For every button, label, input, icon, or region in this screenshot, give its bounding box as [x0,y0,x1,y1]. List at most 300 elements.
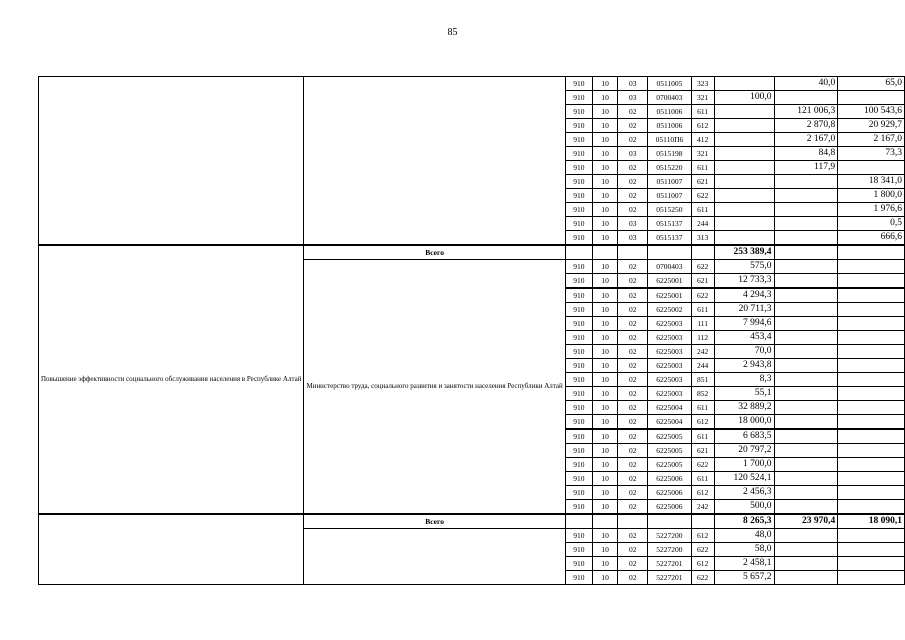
value-2014: 20 797,2 [714,444,774,458]
target-code: 6225003 [648,345,691,359]
subsection-code: 02 [618,429,648,444]
section-code: 10 [592,486,617,500]
gr-code: 910 [565,557,592,571]
subsection-code: 03 [618,91,648,105]
section-code: 10 [592,472,617,486]
subsection-code: 03 [618,147,648,161]
value-2016: 73,3 [838,147,905,161]
value-2015 [774,91,838,105]
target-code: 5227200 [648,529,691,543]
value-2016: 666,6 [838,231,905,246]
empty-cell [691,514,714,529]
value-2015 [774,217,838,231]
program-name: Повышение эффективности социального обслуживания населения в Республике Алтай [39,245,304,514]
subsection-code: 02 [618,387,648,401]
type-code: 611 [691,161,714,175]
empty-cell [592,514,617,529]
section-code: 10 [592,77,617,91]
total-row [39,245,905,260]
section-code: 10 [592,231,617,246]
value-2016 [838,472,905,486]
value-2016: 2 167,0 [838,133,905,147]
target-code: 6225003 [648,373,691,387]
value-2015 [774,317,838,331]
total-label: Всего [304,245,565,260]
gr-code: 910 [565,345,592,359]
target-code: 0515250 [648,203,691,217]
subsection-code: 02 [618,415,648,430]
value-2014: 55,1 [714,387,774,401]
target-code: 6225004 [648,401,691,415]
gr-code: 910 [565,458,592,472]
target-code: 6225001 [648,274,691,289]
value-2016: 20 929,7 [838,119,905,133]
gr-code: 910 [565,203,592,217]
subsection-code: 02 [618,105,648,119]
value-2015 [774,345,838,359]
value-2014 [714,217,774,231]
type-code: 244 [691,359,714,373]
value-2015 [774,231,838,246]
subsection-code: 02 [618,571,648,585]
value-2015 [774,429,838,444]
empty-cell [565,245,592,260]
section-code: 10 [592,161,617,175]
section-code: 10 [592,91,617,105]
subsection-code: 03 [618,217,648,231]
gr-code: 910 [565,91,592,105]
gr-code: 910 [565,500,592,515]
value-2015: 40,0 [774,77,838,91]
gr-code: 910 [565,260,592,274]
target-code: 6225002 [648,303,691,317]
section-code: 10 [592,387,617,401]
value-2016 [838,444,905,458]
value-2014: 6 683,5 [714,429,774,444]
value-2014: 2 458,1 [714,557,774,571]
value-2014: 575,0 [714,260,774,274]
value-2016: 100 543,6 [838,105,905,119]
value-2016: 0,5 [838,217,905,231]
type-code: 621 [691,274,714,289]
value-2015: 121 006,3 [774,105,838,119]
gr-code: 910 [565,415,592,430]
value-2015 [774,331,838,345]
type-code: 321 [691,147,714,161]
value-2014 [714,77,774,91]
gr-code: 910 [565,331,592,345]
executor-name: Министерство труда, социального развития и занятости населения Республики Алтай [304,260,565,515]
executor-cell-continued [304,77,565,246]
target-code: 6225006 [648,472,691,486]
gr-code: 910 [565,387,592,401]
value-2015 [774,387,838,401]
value-2016 [838,331,905,345]
gr-code: 910 [565,231,592,246]
section-code: 10 [592,203,617,217]
value-2014: 32 889,2 [714,401,774,415]
type-code: 611 [691,401,714,415]
type-code: 612 [691,119,714,133]
gr-code: 910 [565,303,592,317]
value-2016 [838,373,905,387]
gr-code: 910 [565,486,592,500]
total-value-2014: 8 265,3 [714,514,774,529]
subsection-code: 02 [618,175,648,189]
empty-cell [618,514,648,529]
type-code: 321 [691,91,714,105]
subsection-code: 02 [618,373,648,387]
subsection-code: 02 [618,472,648,486]
subsection-code: 03 [618,231,648,246]
total-value-2015: 23 970,4 [774,514,838,529]
gr-code: 910 [565,444,592,458]
value-2016 [838,345,905,359]
target-code: 6225005 [648,458,691,472]
value-2016 [838,529,905,543]
type-code: 112 [691,331,714,345]
target-code: 0515137 [648,231,691,246]
value-2015: 2 870,8 [774,119,838,133]
type-code: 611 [691,429,714,444]
value-2015 [774,529,838,543]
value-2014: 12 733,3 [714,274,774,289]
value-2015 [774,486,838,500]
section-code: 10 [592,458,617,472]
value-2016 [838,429,905,444]
value-2015: 84,8 [774,147,838,161]
subsection-code: 02 [618,189,648,203]
subsection-code: 02 [618,486,648,500]
value-2015 [774,303,838,317]
total-value-2016: 18 090,1 [838,514,905,529]
target-code: 6225003 [648,317,691,331]
subsection-code: 02 [618,444,648,458]
target-code: 0511006 [648,119,691,133]
target-code: 0511006 [648,105,691,119]
section-code: 10 [592,557,617,571]
subsection-code: 02 [618,203,648,217]
total-value-2015 [774,245,838,260]
value-2015 [774,415,838,430]
value-2014 [714,203,774,217]
total-label: Всего [304,514,565,529]
subsection-code: 02 [618,303,648,317]
type-code: 313 [691,231,714,246]
value-2014: 453,4 [714,331,774,345]
gr-code: 910 [565,317,592,331]
type-code: 242 [691,345,714,359]
gr-code: 910 [565,373,592,387]
subsection-code: 02 [618,529,648,543]
type-code: 851 [691,373,714,387]
value-2014: 2 456,3 [714,486,774,500]
type-code: 611 [691,303,714,317]
section-code: 10 [592,543,617,557]
value-2016 [838,161,905,175]
target-code: 0511007 [648,175,691,189]
value-2014: 100,0 [714,91,774,105]
value-2016: 1 976,6 [838,203,905,217]
subsection-code: 02 [618,359,648,373]
value-2014 [714,105,774,119]
value-2016 [838,387,905,401]
type-code: 244 [691,217,714,231]
type-code: 622 [691,458,714,472]
section-code: 10 [592,260,617,274]
target-code: 6225003 [648,331,691,345]
value-2015 [774,203,838,217]
value-2014: 2 943,8 [714,359,774,373]
value-2014 [714,147,774,161]
value-2016 [838,571,905,585]
value-2014 [714,231,774,246]
type-code: 412 [691,133,714,147]
value-2016: 18 341,0 [838,175,905,189]
total-value-2016 [838,245,905,260]
gr-code: 910 [565,77,592,91]
section-code: 10 [592,500,617,515]
value-2015 [774,260,838,274]
value-2014: 8,3 [714,373,774,387]
value-2015 [774,571,838,585]
type-code: 323 [691,77,714,91]
value-2015: 117,9 [774,161,838,175]
gr-code: 910 [565,175,592,189]
value-2015 [774,472,838,486]
gr-code: 910 [565,119,592,133]
total-row [39,514,905,529]
value-2015 [774,444,838,458]
value-2014 [714,189,774,203]
section-code: 10 [592,401,617,415]
section-code: 10 [592,189,617,203]
gr-code: 910 [565,147,592,161]
gr-code: 910 [565,105,592,119]
target-code: 6225005 [648,444,691,458]
value-2016: 1 800,0 [838,189,905,203]
executor-cell-next [304,529,565,585]
target-code: 6225004 [648,415,691,430]
type-code: 622 [691,189,714,203]
page-number: 85 [447,27,458,38]
value-2014 [714,119,774,133]
section-code: 10 [592,147,617,161]
value-2014: 7 994,6 [714,317,774,331]
target-code: 0515220 [648,161,691,175]
target-code: 6225006 [648,486,691,500]
empty-cell [691,245,714,260]
section-code: 10 [592,345,617,359]
gr-code: 910 [565,161,592,175]
value-2014: 18 000,0 [714,415,774,430]
target-code: 0511007 [648,189,691,203]
value-2014 [714,175,774,189]
section-code: 10 [592,373,617,387]
section-code: 10 [592,288,617,303]
value-2014: 4 294,3 [714,288,774,303]
value-2016: 65,0 [838,77,905,91]
gr-code: 910 [565,288,592,303]
section-code: 10 [592,175,617,189]
empty-cell [648,245,691,260]
type-code: 111 [691,317,714,331]
gr-code: 910 [565,217,592,231]
value-2015 [774,500,838,515]
value-2015 [774,401,838,415]
gr-code: 910 [565,571,592,585]
table-row [39,77,905,91]
value-2014: 20 711,3 [714,303,774,317]
type-code: 611 [691,472,714,486]
subsection-code: 03 [618,77,648,91]
value-2014: 5 657,2 [714,571,774,585]
type-code: 622 [691,260,714,274]
value-2015 [774,274,838,289]
value-2014: 70,0 [714,345,774,359]
gr-code: 910 [565,529,592,543]
section-code: 10 [592,217,617,231]
target-code: 6225003 [648,387,691,401]
subsection-code: 02 [618,458,648,472]
target-code: 0511005 [648,77,691,91]
subsection-code: 02 [618,260,648,274]
target-code: 6225006 [648,500,691,515]
value-2016 [838,415,905,430]
target-code: 6225003 [648,359,691,373]
value-2016 [838,274,905,289]
subsection-code: 02 [618,133,648,147]
empty-cell [592,245,617,260]
value-2014: 48,0 [714,529,774,543]
target-code: 0700403 [648,260,691,274]
subsection-code: 02 [618,401,648,415]
value-2016 [838,543,905,557]
section-code: 10 [592,303,617,317]
value-2015 [774,557,838,571]
program-cell-continued [39,77,304,246]
target-code: 0700403 [648,91,691,105]
subsection-code: 02 [618,543,648,557]
target-code: 5227201 [648,557,691,571]
value-2015 [774,458,838,472]
value-2015 [774,288,838,303]
section-code: 10 [592,119,617,133]
type-code: 622 [691,288,714,303]
subsection-code: 02 [618,119,648,133]
section-code: 10 [592,274,617,289]
value-2015 [774,175,838,189]
type-code: 622 [691,543,714,557]
section-code: 10 [592,444,617,458]
type-code: 612 [691,557,714,571]
value-2015 [774,543,838,557]
target-code: 6225005 [648,429,691,444]
subsection-code: 02 [618,331,648,345]
value-2014: 120 524,1 [714,472,774,486]
section-code: 10 [592,105,617,119]
value-2016 [838,401,905,415]
subsection-code: 02 [618,161,648,175]
type-code: 242 [691,500,714,515]
program-cell-next [39,514,304,585]
value-2015 [774,189,838,203]
section-code: 10 [592,429,617,444]
value-2014 [714,133,774,147]
type-code: 612 [691,529,714,543]
value-2016 [838,486,905,500]
type-code: 621 [691,175,714,189]
empty-cell [618,245,648,260]
target-code: 05110П6 [648,133,691,147]
section-code: 10 [592,331,617,345]
section-code: 10 [592,359,617,373]
gr-code: 910 [565,429,592,444]
gr-code: 910 [565,133,592,147]
value-2016 [838,557,905,571]
type-code: 611 [691,105,714,119]
gr-code: 910 [565,274,592,289]
value-2014: 58,0 [714,543,774,557]
gr-code: 910 [565,401,592,415]
value-2016 [838,359,905,373]
gr-code: 910 [565,472,592,486]
value-2016 [838,317,905,331]
total-value-2014: 253 389,4 [714,245,774,260]
section-code: 10 [592,529,617,543]
value-2015 [774,373,838,387]
section-code: 10 [592,571,617,585]
subsection-code: 02 [618,557,648,571]
value-2016 [838,91,905,105]
value-2016 [838,303,905,317]
target-code: 6225001 [648,288,691,303]
value-2014 [714,161,774,175]
type-code: 612 [691,415,714,430]
subsection-code: 02 [618,288,648,303]
value-2016 [838,288,905,303]
target-code: 5227200 [648,543,691,557]
budget-table [38,76,905,585]
target-code: 0515137 [648,217,691,231]
section-code: 10 [592,415,617,430]
subsection-code: 02 [618,274,648,289]
gr-code: 910 [565,543,592,557]
section-code: 10 [592,317,617,331]
subsection-code: 02 [618,345,648,359]
type-code: 611 [691,203,714,217]
type-code: 852 [691,387,714,401]
value-2016 [838,260,905,274]
value-2014: 500,0 [714,500,774,515]
value-2015: 2 167,0 [774,133,838,147]
type-code: 621 [691,444,714,458]
value-2014: 1 700,0 [714,458,774,472]
gr-code: 910 [565,359,592,373]
section-code: 10 [592,133,617,147]
empty-cell [648,514,691,529]
target-code: 0515198 [648,147,691,161]
subsection-code: 02 [618,500,648,515]
type-code: 612 [691,486,714,500]
value-2016 [838,500,905,515]
empty-cell [565,514,592,529]
target-code: 5227201 [648,571,691,585]
gr-code: 910 [565,189,592,203]
value-2015 [774,359,838,373]
value-2016 [838,458,905,472]
type-code: 622 [691,571,714,585]
